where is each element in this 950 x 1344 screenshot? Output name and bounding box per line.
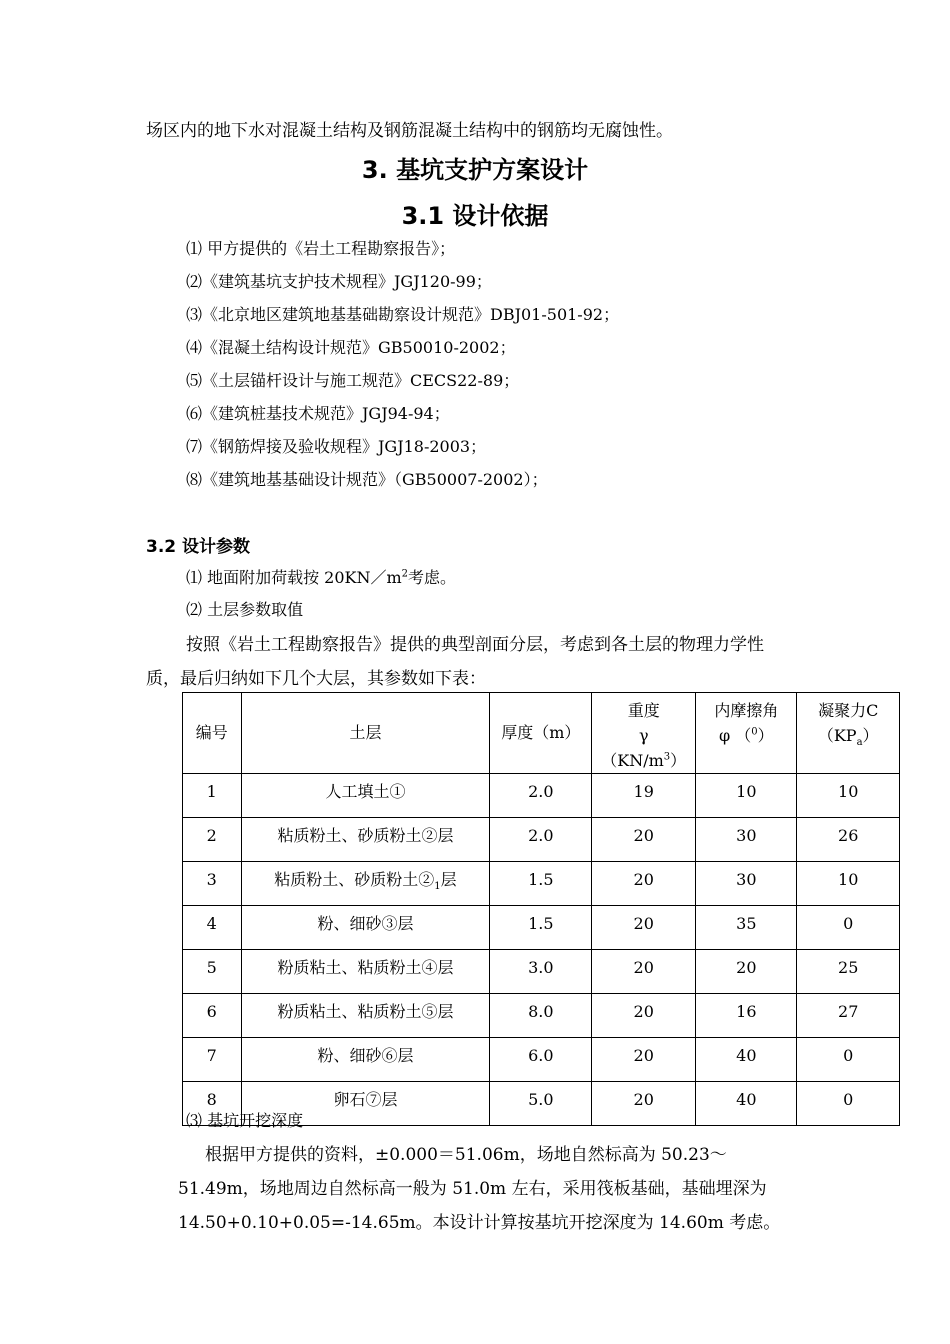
cell-friction-angle: 35: [696, 906, 797, 950]
header-unit-weight-line2: [594, 724, 693, 774]
header-cohesion-line2: [799, 724, 897, 751]
table-header-row: [183, 693, 900, 774]
reference-item-8: ⑻《建筑地基基础设计规范》（GB50007-2002）；: [186, 470, 548, 489]
cell-cohesion: 0: [797, 906, 900, 950]
reference-item-7: ⑺《钢筋焊接及验收规程》JGJ18-2003；: [186, 437, 487, 456]
table-row: [183, 994, 900, 1038]
reference-item-6: ⑹《建筑桩基技术规范》JGJ94-94；: [186, 404, 450, 423]
intro-paragraph: 场区内的地下水对混凝土结构及钢筋混凝土结构中的钢筋均无腐蚀性。: [146, 121, 673, 141]
cell-cohesion: 26: [797, 818, 900, 862]
table-intro-line-2: 质，最后归纳如下几个大层，其参数如下表：: [146, 669, 486, 689]
cell-cohesion: 25: [797, 950, 900, 994]
load-text-end: 考虑。: [408, 568, 457, 587]
excavation-line-3: 14.50+0.10+0.05=-14.65m。本设计计算按基坑开挖深度为 14.60m 考虑。: [178, 1213, 781, 1233]
cell-unit-weight: 20: [592, 1082, 696, 1126]
reference-item-2: ⑵《建筑基坑支护技术规程》JGJ120-99；: [186, 272, 492, 291]
layer-name: 卵石⑦层: [333, 1090, 398, 1110]
header-friction-angle-line1: 内摩擦角: [714, 701, 779, 720]
cell-unit-weight: 20: [592, 906, 696, 950]
table-row: [183, 774, 900, 818]
table-row: [183, 1038, 900, 1082]
cell-layer: [241, 994, 490, 1038]
excavation-line-2: 51.49m，场地周边自然标高一般为 51.0m 左右，采用筏板基础，基础埋深为: [178, 1179, 767, 1199]
table-row: [183, 950, 900, 994]
reference-item-3: ⑶《北京地区建筑地基基础勘察设计规范》DBJ01-501-92；: [186, 305, 620, 324]
header-unit-weight-line1: 重度: [627, 701, 660, 720]
cell-friction-angle: 40: [696, 1082, 797, 1126]
section-3-1-heading: 3.1 设计依据: [401, 202, 549, 230]
layer-name: 粘质粉土、砂质粉土②: [274, 870, 435, 890]
soil-params-label: ⑵ 土层参数取值: [186, 600, 304, 619]
section-3-heading: 3. 基坑支护方案设计: [361, 156, 589, 184]
cell-unit-weight: 20: [592, 1038, 696, 1082]
cell-thickness: 8.0: [490, 994, 592, 1038]
cell-friction-angle: 16: [696, 994, 797, 1038]
cell-thickness: 6.0: [490, 1038, 592, 1082]
cell-unit-weight: 20: [592, 994, 696, 1038]
cell-no: 2: [183, 818, 242, 862]
layer-name: 粘质粉土、砂质粉土②层: [277, 826, 454, 846]
header-cohesion: [797, 693, 900, 774]
cell-layer: [241, 906, 490, 950]
cell-thickness: 2.0: [490, 774, 592, 818]
table-row: [183, 862, 900, 906]
load-exponent: 2: [401, 568, 409, 580]
cell-layer: [241, 1038, 490, 1082]
cell-unit-weight: 20: [592, 950, 696, 994]
gamma-unit: γ （KN/m: [601, 725, 664, 770]
table-row: [183, 906, 900, 950]
cell-friction-angle: 40: [696, 1038, 797, 1082]
cell-cohesion: 10: [797, 774, 900, 818]
header-unit-weight: [592, 693, 696, 774]
header-layer: 土层: [241, 693, 490, 774]
phi-unit: φ （: [718, 725, 752, 745]
layer-name: 人工填土①: [325, 782, 406, 802]
cell-no: 7: [183, 1038, 242, 1082]
gamma-exponent: 3: [663, 751, 671, 763]
layer-name: 粉、细砂③层: [317, 914, 414, 934]
cell-thickness: 1.5: [490, 862, 592, 906]
cell-thickness: 2.0: [490, 818, 592, 862]
cell-friction-angle: 30: [696, 862, 797, 906]
layer-name: 粉质粘土、粘质粉土⑤层: [277, 1002, 454, 1022]
cell-no: 6: [183, 994, 242, 1038]
layer-suffix: 层: [440, 870, 457, 890]
reference-item-5: ⑸《土层锚杆设计与施工规范》CECS22-89；: [186, 371, 520, 390]
c-subscript: a: [856, 736, 863, 748]
reference-item-1: ⑴ 甲方提供的《岩土工程勘察报告》；: [186, 239, 456, 258]
cell-thickness: 1.5: [490, 906, 592, 950]
header-no: 编号: [183, 693, 242, 774]
cell-thickness: 3.0: [490, 950, 592, 994]
c-unit: （KP: [817, 725, 857, 745]
excavation-line-1: 根据甲方提供的资料，±0.000＝51.06m，场地自然标高为 50.23～: [205, 1145, 727, 1165]
load-text: ⑴ 地面附加荷载按 20KN／m: [186, 568, 402, 587]
layer-name: 粉质粘土、粘质粉土④层: [277, 958, 454, 978]
header-friction-angle-line2: [698, 724, 794, 749]
cell-friction-angle: 20: [696, 950, 797, 994]
gamma-close: ）: [670, 750, 687, 770]
cell-cohesion: 0: [797, 1038, 900, 1082]
cell-no: 8: [183, 1082, 242, 1126]
cell-no: 5: [183, 950, 242, 994]
header-thickness: 厚度（m）: [490, 693, 592, 774]
cell-friction-angle: 30: [696, 818, 797, 862]
cell-unit-weight: 20: [592, 818, 696, 862]
cell-unit-weight: 20: [592, 862, 696, 906]
cell-layer: [241, 950, 490, 994]
phi-degree: 0: [751, 726, 758, 738]
cell-no: 1: [183, 774, 242, 818]
section-3-2-heading: 3.2 设计参数: [146, 537, 251, 557]
soil-parameters-table: [182, 692, 900, 1126]
cell-layer: [241, 818, 490, 862]
cell-no: 3: [183, 862, 242, 906]
excavation-depth-heading: ⑶ 基坑开挖深度: [186, 1111, 304, 1130]
cell-layer: [241, 774, 490, 818]
cell-thickness: 5.0: [490, 1082, 592, 1126]
phi-close: ）: [757, 725, 774, 745]
c-close: ）: [862, 725, 879, 745]
cell-friction-angle: 10: [696, 774, 797, 818]
table-intro-line-1: 按照《岩土工程勘察报告》提供的典型剖面分层，考虑到各土层的物理力学性: [186, 635, 764, 655]
reference-item-4: ⑷《混凝土结构设计规范》GB50010-2002；: [186, 338, 516, 357]
header-cohesion-line1: 凝聚力C: [818, 701, 879, 720]
layer-name: 粉、细砂⑥层: [317, 1046, 414, 1066]
layer-subscript: 1: [434, 881, 441, 893]
cell-no: 4: [183, 906, 242, 950]
cell-cohesion: 10: [797, 862, 900, 906]
cell-layer: [241, 862, 490, 906]
cell-cohesion: 0: [797, 1082, 900, 1126]
table-row: [183, 818, 900, 862]
load-paragraph: [186, 565, 456, 588]
header-friction-angle: [696, 693, 797, 774]
cell-cohesion: 27: [797, 994, 900, 1038]
cell-unit-weight: 19: [592, 774, 696, 818]
